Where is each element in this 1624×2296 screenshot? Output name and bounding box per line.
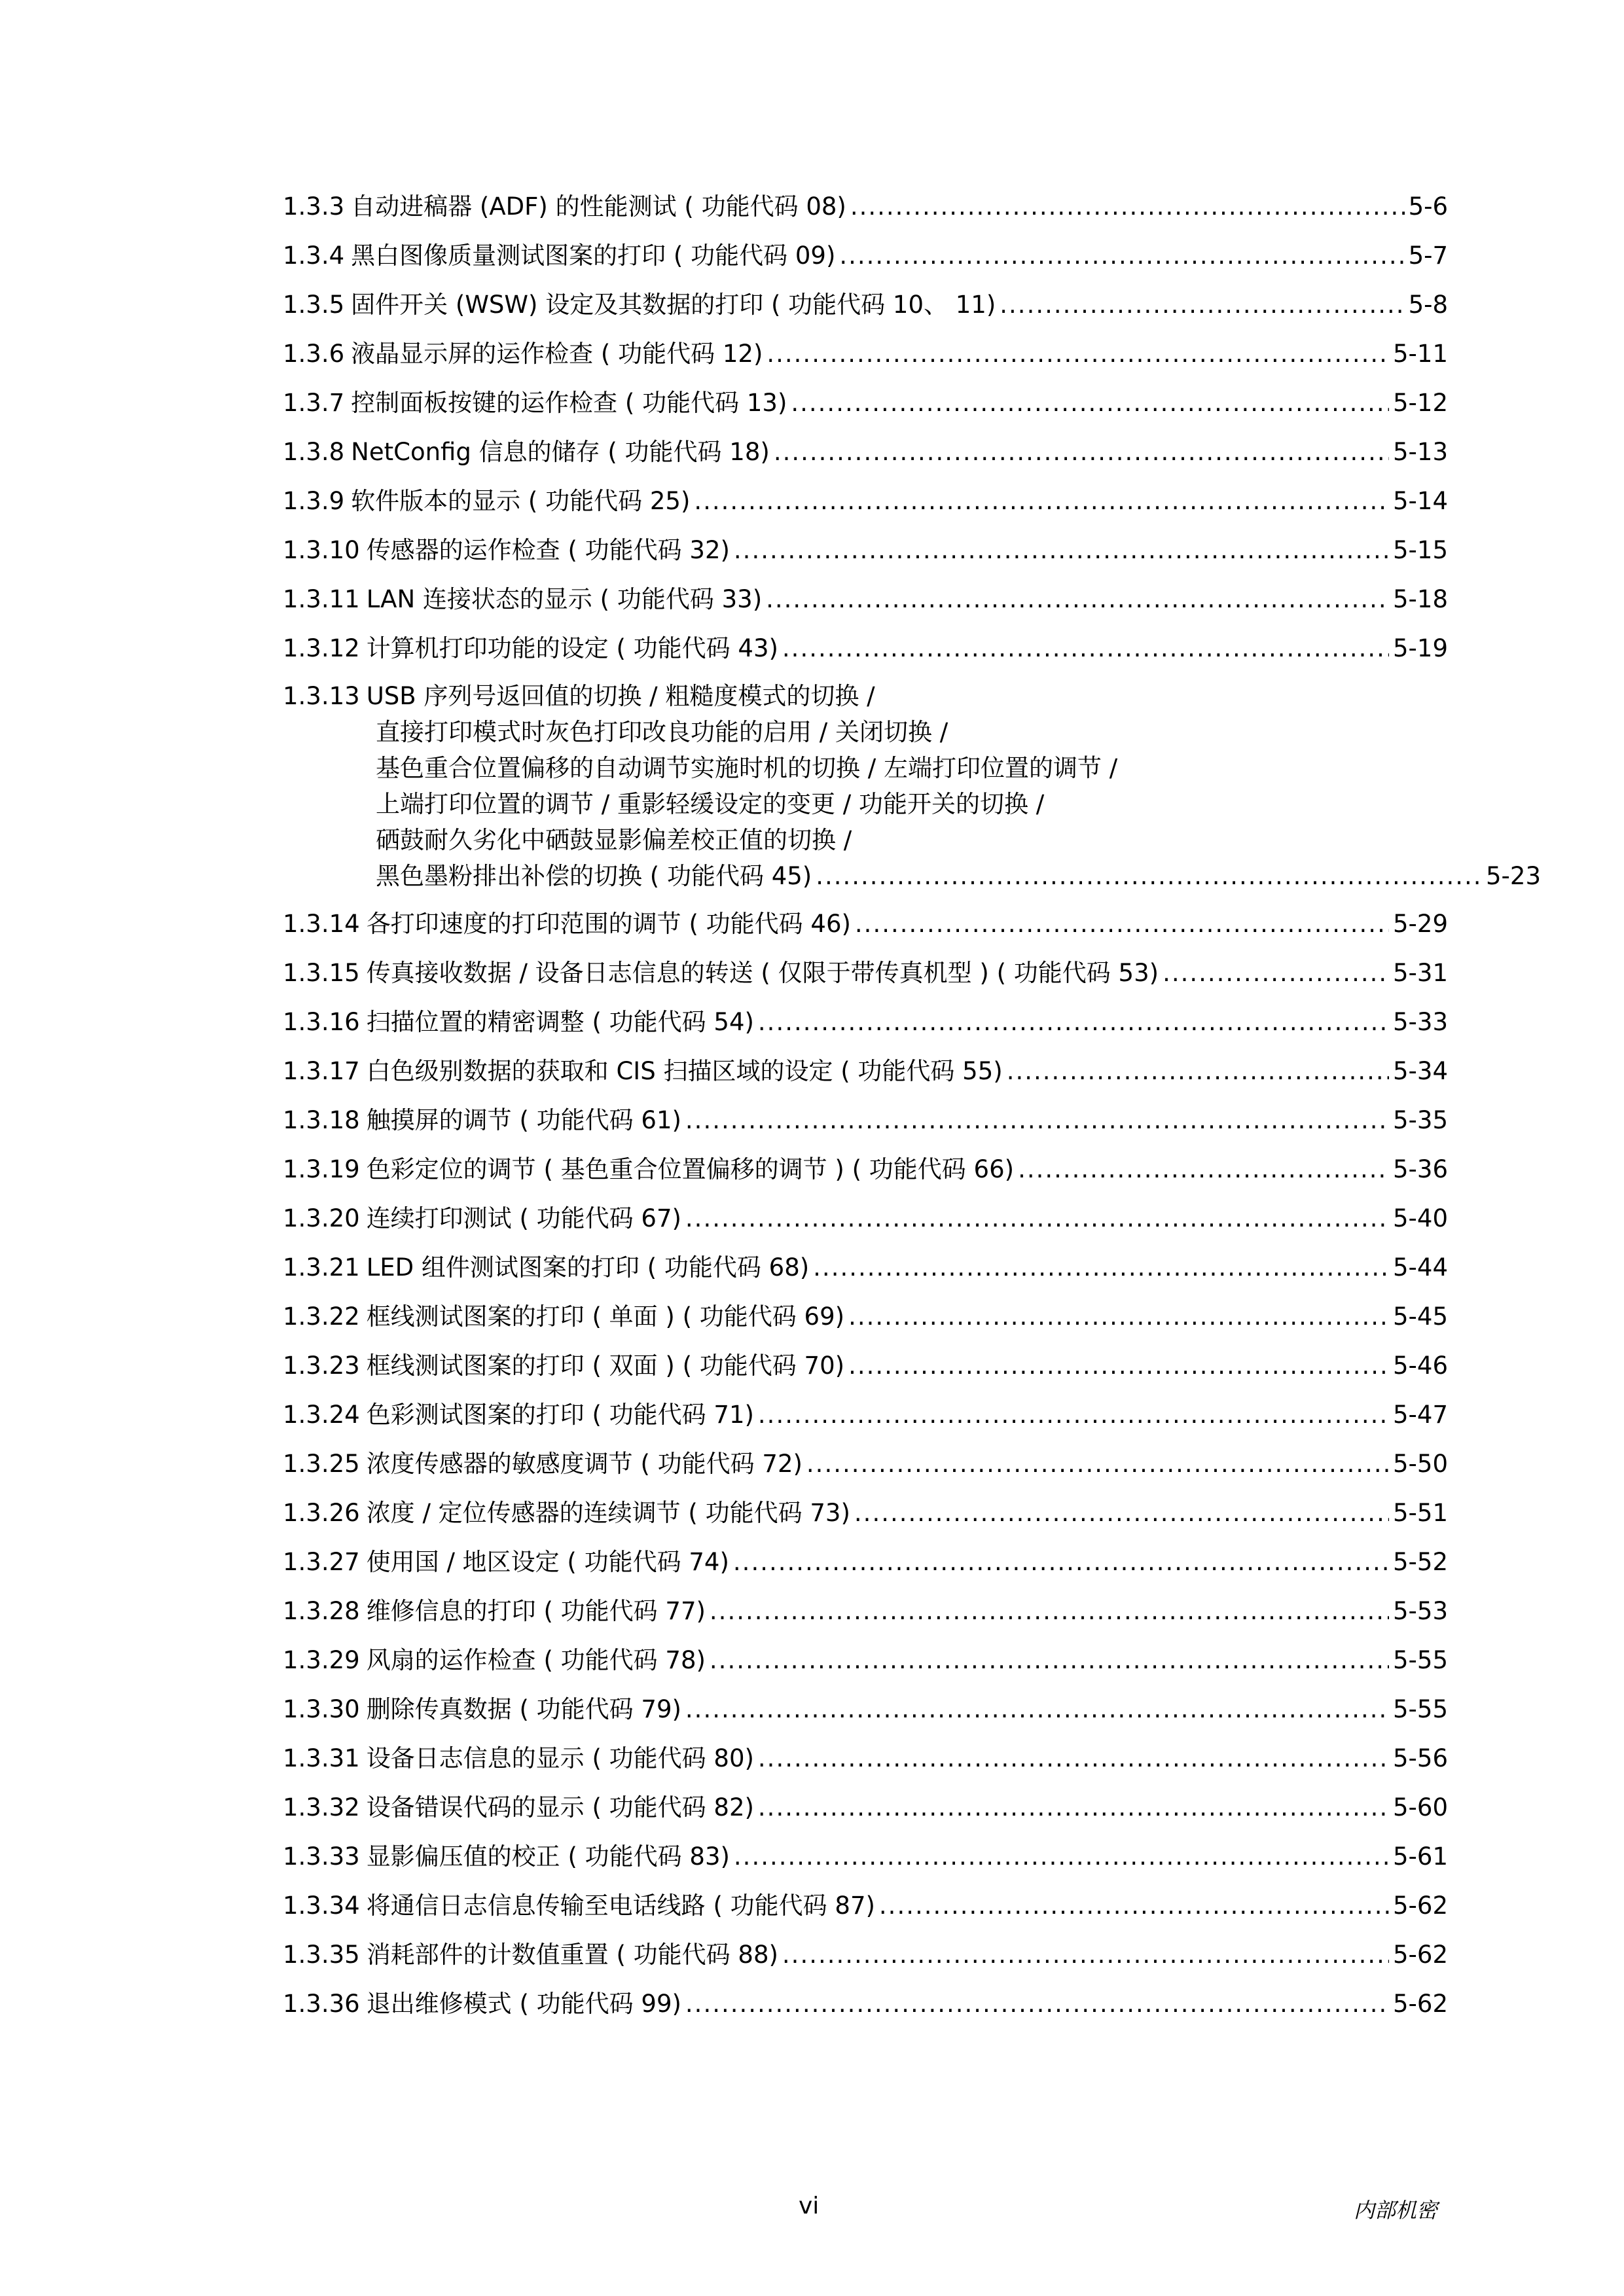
toc-entry-number: 1.3.11 <box>283 585 360 613</box>
toc-entry-row <box>283 1341 1448 1390</box>
toc-entry[interactable] <box>283 182 1448 231</box>
toc-entry-page: 5-31 <box>1393 959 1448 987</box>
toc-entry-title-line: USB 序列号返回值的切换 / 粗糙度模式的切换 / <box>366 682 875 710</box>
toc-entry-number: 1.3.10 <box>283 536 360 564</box>
toc-entry-row <box>283 1832 1448 1881</box>
toc-group <box>283 899 1448 2028</box>
toc-entry-page: 5-33 <box>1393 1008 1448 1036</box>
toc-entry-title: 维修信息的打印 ( 功能代码 77) <box>366 1597 706 1625</box>
toc-entry-number: 1.3.36 <box>283 1990 360 2018</box>
toc-entry-number: 1.3.6 <box>283 340 345 368</box>
toc-entry-title: 使用国 / 地区设定 ( 功能代码 74) <box>366 1548 729 1576</box>
toc-entry-row <box>283 1881 1448 1930</box>
toc-entry-page: 5-7 <box>1408 242 1448 270</box>
toc-entry-page: 5-53 <box>1393 1597 1448 1625</box>
toc-entry-row <box>283 1488 1448 1537</box>
toc-entry-page: 5-18 <box>1393 585 1448 613</box>
toc-entry[interactable] <box>283 1390 1448 1439</box>
toc-entry-title: 显影偏压值的校正 ( 功能代码 83) <box>366 1842 730 1871</box>
toc-entry-title-line: 直接打印模式时灰色打印改良功能的启用 / 关闭切换 / <box>376 718 948 746</box>
toc-entry-page: 5-60 <box>1393 1793 1448 1821</box>
toc-entry[interactable] <box>283 1930 1448 1979</box>
toc-entry-row <box>283 1145 1448 1194</box>
toc-entry-page: 5-56 <box>1393 1744 1448 1772</box>
toc-entry-page: 5-23 <box>1486 862 1541 890</box>
toc-entry-title: 框线测试图案的打印 ( 单面 ) ( 功能代码 69) <box>366 1302 845 1331</box>
dot-leader <box>879 1881 1389 1930</box>
toc-entry-page: 5-46 <box>1393 1352 1448 1380</box>
toc-entry-row <box>283 1636 1448 1685</box>
toc-entry-number: 1.3.20 <box>283 1204 360 1232</box>
dot-leader <box>774 427 1389 476</box>
toc-entry-title: 黑白图像质量测试图案的打印 ( 功能代码 09) <box>351 242 836 270</box>
toc-entry-title-line: 黑色墨粉排出补偿的切换 ( 功能代码 45) <box>376 862 812 890</box>
toc-entry[interactable] <box>283 231 1448 280</box>
toc-entry[interactable] <box>283 1292 1448 1341</box>
toc-entry-page: 5-62 <box>1393 1990 1448 2018</box>
toc-entry-number: 1.3.17 <box>283 1057 360 1085</box>
toc-entry-page: 5-50 <box>1393 1450 1448 1478</box>
toc-entry-page: 5-8 <box>1408 291 1448 319</box>
toc-entry-page: 5-12 <box>1393 389 1448 417</box>
page-number: vi <box>799 2193 820 2219</box>
toc-entry-page: 5-51 <box>1393 1499 1448 1527</box>
toc-entry-page: 5-61 <box>1393 1842 1448 1871</box>
toc-entry[interactable] <box>283 1832 1448 1881</box>
toc-entry[interactable] <box>283 427 1448 476</box>
toc-entry-number: 1.3.14 <box>283 910 360 938</box>
toc-entry-title: 触摸屏的调节 ( 功能代码 61) <box>366 1106 681 1134</box>
dot-leader <box>758 1734 1389 1783</box>
toc-entry-number: 1.3.12 <box>283 634 360 662</box>
toc-entry-title: 固件开关 (WSW) 设定及其数据的打印 ( 功能代码 10、 11) <box>351 291 996 319</box>
toc-entry-page: 5-29 <box>1393 910 1448 938</box>
toc-entry-title-line: 基色重合位置偏移的自动调节实施时机的切换 / 左端打印位置的调节 / <box>376 754 1118 782</box>
toc-entry-1-3-13[interactable] <box>283 673 1541 899</box>
toc-entry-page: 5-45 <box>1393 1302 1448 1331</box>
toc-entry-row <box>283 1587 1448 1636</box>
toc-entry-page: 5-62 <box>1393 1941 1448 1969</box>
toc-entry-number: 1.3.33 <box>283 1842 360 1871</box>
toc-entry[interactable] <box>283 899 1448 948</box>
dot-leader <box>758 1783 1389 1832</box>
dot-leader <box>685 1685 1389 1734</box>
toc-entry[interactable] <box>283 329 1448 378</box>
dot-leader <box>710 1636 1389 1685</box>
dot-leader <box>850 182 1405 231</box>
toc-entry[interactable] <box>283 1587 1448 1636</box>
toc-entry[interactable] <box>283 1194 1448 1243</box>
toc-entry[interactable] <box>283 1047 1448 1096</box>
toc-entry-title: 退出维修模式 ( 功能代码 99) <box>366 1990 681 2018</box>
toc-entry-page: 5-40 <box>1393 1204 1448 1232</box>
toc-entry[interactable] <box>283 1488 1448 1537</box>
toc-entry-row <box>283 1439 1448 1488</box>
toc-entry-row <box>283 280 1448 329</box>
toc-entry-title: 消耗部件的计数值重置 ( 功能代码 88) <box>366 1941 778 1969</box>
dot-leader <box>685 1096 1389 1145</box>
dot-leader <box>848 1341 1389 1390</box>
toc-entry-row <box>283 231 1448 280</box>
toc-entry-title: 计算机打印功能的设定 ( 功能代码 43) <box>366 634 778 662</box>
toc-entry-title: 将通信日志信息传输至电话线路 ( 功能代码 87) <box>366 1892 875 1920</box>
toc-entry-row <box>283 378 1448 427</box>
toc-entry[interactable] <box>283 280 1448 329</box>
toc-entry[interactable] <box>283 1979 1448 2028</box>
toc-entry-title-line: 上端打印位置的调节 / 重影轻缓设定的变更 / 功能开关的切换 / <box>376 790 1045 818</box>
dot-leader <box>758 997 1389 1047</box>
toc-entry-row <box>283 1734 1448 1783</box>
toc-entry-row <box>283 1390 1448 1439</box>
dot-leader <box>848 1292 1389 1341</box>
toc-entry-title: 各打印速度的打印范围的调节 ( 功能代码 46) <box>366 910 851 938</box>
toc-entry-number: 1.3.32 <box>283 1793 360 1821</box>
toc-entry-page: 5-13 <box>1393 438 1448 466</box>
toc-entry-row <box>283 1047 1448 1096</box>
dot-leader <box>758 1390 1389 1439</box>
toc-entry-title: 液晶显示屏的运作检查 ( 功能代码 12) <box>351 340 763 368</box>
dot-leader <box>766 575 1389 624</box>
dot-leader <box>1000 280 1404 329</box>
toc-entry-title: 连续打印测试 ( 功能代码 67) <box>366 1204 681 1232</box>
dot-leader <box>685 1979 1389 2028</box>
toc-entry-number: 1.3.35 <box>283 1941 360 1969</box>
toc-entry[interactable] <box>283 1636 1448 1685</box>
dot-leader <box>813 1243 1389 1292</box>
toc-entry-page: 5-11 <box>1393 340 1448 368</box>
toc-entry-row <box>283 1930 1448 1979</box>
toc-entry-page: 5-55 <box>1393 1646 1448 1674</box>
dot-leader <box>791 378 1389 427</box>
table-of-contents <box>283 182 1541 2028</box>
dot-leader <box>734 526 1389 575</box>
toc-entry-number: 1.3.7 <box>283 389 345 417</box>
dot-leader <box>710 1587 1389 1636</box>
dot-leader <box>685 1194 1389 1243</box>
dot-leader <box>1007 1047 1389 1096</box>
toc-entry-number: 1.3.9 <box>283 487 345 515</box>
toc-entry-page: 5-6 <box>1408 192 1448 221</box>
toc-group <box>283 182 1448 673</box>
toc-entry-number: 1.3.18 <box>283 1106 360 1134</box>
toc-entry[interactable] <box>283 526 1448 575</box>
toc-entry-row <box>283 1194 1448 1243</box>
toc-entry[interactable] <box>283 1243 1448 1292</box>
toc-entry-title: LAN 连接状态的显示 ( 功能代码 33) <box>366 585 763 613</box>
toc-entry-number: 1.3.34 <box>283 1892 360 1920</box>
toc-entry-page: 5-14 <box>1393 487 1448 515</box>
toc-entry-title: 设备日志信息的显示 ( 功能代码 80) <box>366 1744 754 1772</box>
toc-entry-title: 框线测试图案的打印 ( 双面 ) ( 功能代码 70) <box>366 1352 845 1380</box>
toc-entry[interactable] <box>283 1145 1448 1194</box>
toc-entry[interactable] <box>283 378 1448 427</box>
toc-entry[interactable] <box>283 1341 1448 1390</box>
toc-entry-title: 浓度 / 定位传感器的连续调节 ( 功能代码 73) <box>366 1499 850 1527</box>
toc-entry-title: 设备错误代码的显示 ( 功能代码 82) <box>366 1793 754 1821</box>
toc-entry-row <box>283 899 1448 948</box>
toc-entry-number: 1.3.5 <box>283 291 345 319</box>
toc-entry-title: 色彩测试图案的打印 ( 功能代码 71) <box>366 1401 754 1429</box>
toc-entry-row <box>283 624 1448 673</box>
toc-entry-number: 1.3.15 <box>283 959 360 987</box>
toc-entry-number: 1.3.25 <box>283 1450 360 1478</box>
toc-entry-title: LED 组件测试图案的打印 ( 功能代码 68) <box>366 1253 810 1282</box>
toc-entry-number: 1.3.19 <box>283 1155 360 1183</box>
toc-entry[interactable] <box>283 1439 1448 1488</box>
toc-entry-page: 5-55 <box>1393 1695 1448 1723</box>
toc-entry-row <box>283 1537 1448 1587</box>
dot-leader <box>1018 1145 1389 1194</box>
toc-entry-title: 色彩定位的调节 ( 基色重合位置偏移的调节 ) ( 功能代码 66) <box>366 1155 1015 1183</box>
toc-entry-row <box>283 1685 1448 1734</box>
toc-entry-page: 5-19 <box>1393 634 1448 662</box>
toc-entry-title: 自动进稿器 (ADF) 的性能测试 ( 功能代码 08) <box>351 192 846 221</box>
toc-entry-number: 1.3.30 <box>283 1695 360 1723</box>
toc-entry-row <box>283 476 1448 526</box>
toc-entry-title: 软件版本的显示 ( 功能代码 25) <box>351 487 691 515</box>
toc-entry-number: 1.3.27 <box>283 1548 360 1576</box>
toc-entry-number: 1.3.13 <box>283 682 360 710</box>
toc-entry-row <box>283 329 1448 378</box>
toc-entry-page: 5-36 <box>1393 1155 1448 1183</box>
toc-entry-number: 1.3.23 <box>283 1352 360 1380</box>
toc-entry-page: 5-34 <box>1393 1057 1448 1085</box>
dot-leader <box>782 1930 1389 1979</box>
toc-entry[interactable] <box>283 476 1448 526</box>
dot-leader <box>855 899 1389 948</box>
dot-leader <box>816 858 1482 894</box>
toc-entry-number: 1.3.3 <box>283 192 345 221</box>
toc-entry-number: 1.3.8 <box>283 438 345 466</box>
dot-leader <box>854 1488 1389 1537</box>
toc-entry[interactable] <box>283 1783 1448 1832</box>
toc-entry[interactable] <box>283 1537 1448 1587</box>
toc-entry-title: 传真接收数据 / 设备日志信息的转送 ( 仅限于带传真机型 ) ( 功能代码 53) <box>366 959 1159 987</box>
toc-entry-row <box>283 1292 1448 1341</box>
confidential-label: 内部机密 <box>1354 2198 1438 2223</box>
dot-leader <box>733 1537 1389 1587</box>
toc-entry-number: 1.3.16 <box>283 1008 360 1036</box>
toc-entry-title: 控制面板按键的运作检查 ( 功能代码 13) <box>351 389 787 417</box>
toc-entry[interactable] <box>283 948 1448 997</box>
toc-entry-title: 传感器的运作检查 ( 功能代码 32) <box>366 536 730 564</box>
toc-entry-page: 5-52 <box>1393 1548 1448 1576</box>
dot-leader <box>839 231 1404 280</box>
toc-entry-row <box>283 182 1448 231</box>
toc-entry-row <box>283 575 1448 624</box>
toc-entry-number: 1.3.29 <box>283 1646 360 1674</box>
toc-entry-last-line <box>283 858 1541 894</box>
toc-entry-row <box>283 948 1448 997</box>
toc-entry-title: 删除传真数据 ( 功能代码 79) <box>366 1695 681 1723</box>
dot-leader <box>806 1439 1389 1488</box>
toc-entry[interactable] <box>283 997 1448 1047</box>
toc-entry-row <box>283 1783 1448 1832</box>
toc-entry[interactable] <box>283 1685 1448 1734</box>
toc-entry-title: NetConfig 信息的储存 ( 功能代码 18) <box>351 438 770 466</box>
toc-entry[interactable] <box>283 624 1448 673</box>
toc-entry-title: 风扇的运作检查 ( 功能代码 78) <box>366 1646 706 1674</box>
toc-entry-page: 5-47 <box>1393 1401 1448 1429</box>
toc-entry-title: 扫描位置的精密调整 ( 功能代码 54) <box>366 1008 754 1036</box>
toc-entry-first-line <box>283 678 1448 714</box>
toc-entry-row <box>283 1979 1448 2028</box>
toc-entry[interactable] <box>283 1881 1448 1930</box>
toc-entry-page: 5-15 <box>1393 536 1448 564</box>
toc-entry-row <box>283 1243 1448 1292</box>
toc-entry-row <box>283 1096 1448 1145</box>
dot-leader <box>1163 948 1389 997</box>
toc-entry-number: 1.3.28 <box>283 1597 360 1625</box>
toc-entry-number: 1.3.22 <box>283 1302 360 1331</box>
toc-entry-row <box>283 997 1448 1047</box>
dot-leader <box>734 1832 1389 1881</box>
toc-entry-page: 5-35 <box>1393 1106 1448 1134</box>
dot-leader <box>694 476 1389 526</box>
toc-entry[interactable] <box>283 1734 1448 1783</box>
toc-entry-number: 1.3.31 <box>283 1744 360 1772</box>
toc-entry-row <box>283 427 1448 476</box>
toc-entry-row <box>283 526 1448 575</box>
toc-entry-title: 浓度传感器的敏感度调节 ( 功能代码 72) <box>366 1450 803 1478</box>
toc-entry-title: 白色级别数据的获取和 CIS 扫描区域的设定 ( 功能代码 55) <box>366 1057 1003 1085</box>
dot-leader <box>782 624 1389 673</box>
toc-entry-page: 5-62 <box>1393 1892 1448 1920</box>
toc-entry-number: 1.3.26 <box>283 1499 360 1527</box>
toc-entry-number: 1.3.24 <box>283 1401 360 1429</box>
toc-entry-number: 1.3.4 <box>283 242 345 270</box>
toc-entry[interactable] <box>283 1096 1448 1145</box>
toc-entry-page: 5-44 <box>1393 1253 1448 1282</box>
dot-leader <box>767 329 1389 378</box>
toc-entry-number: 1.3.21 <box>283 1253 360 1282</box>
toc-entry-title-line: 硒鼓耐久劣化中硒鼓显影偏差校正值的切换 / <box>376 826 852 854</box>
toc-entry[interactable] <box>283 575 1448 624</box>
